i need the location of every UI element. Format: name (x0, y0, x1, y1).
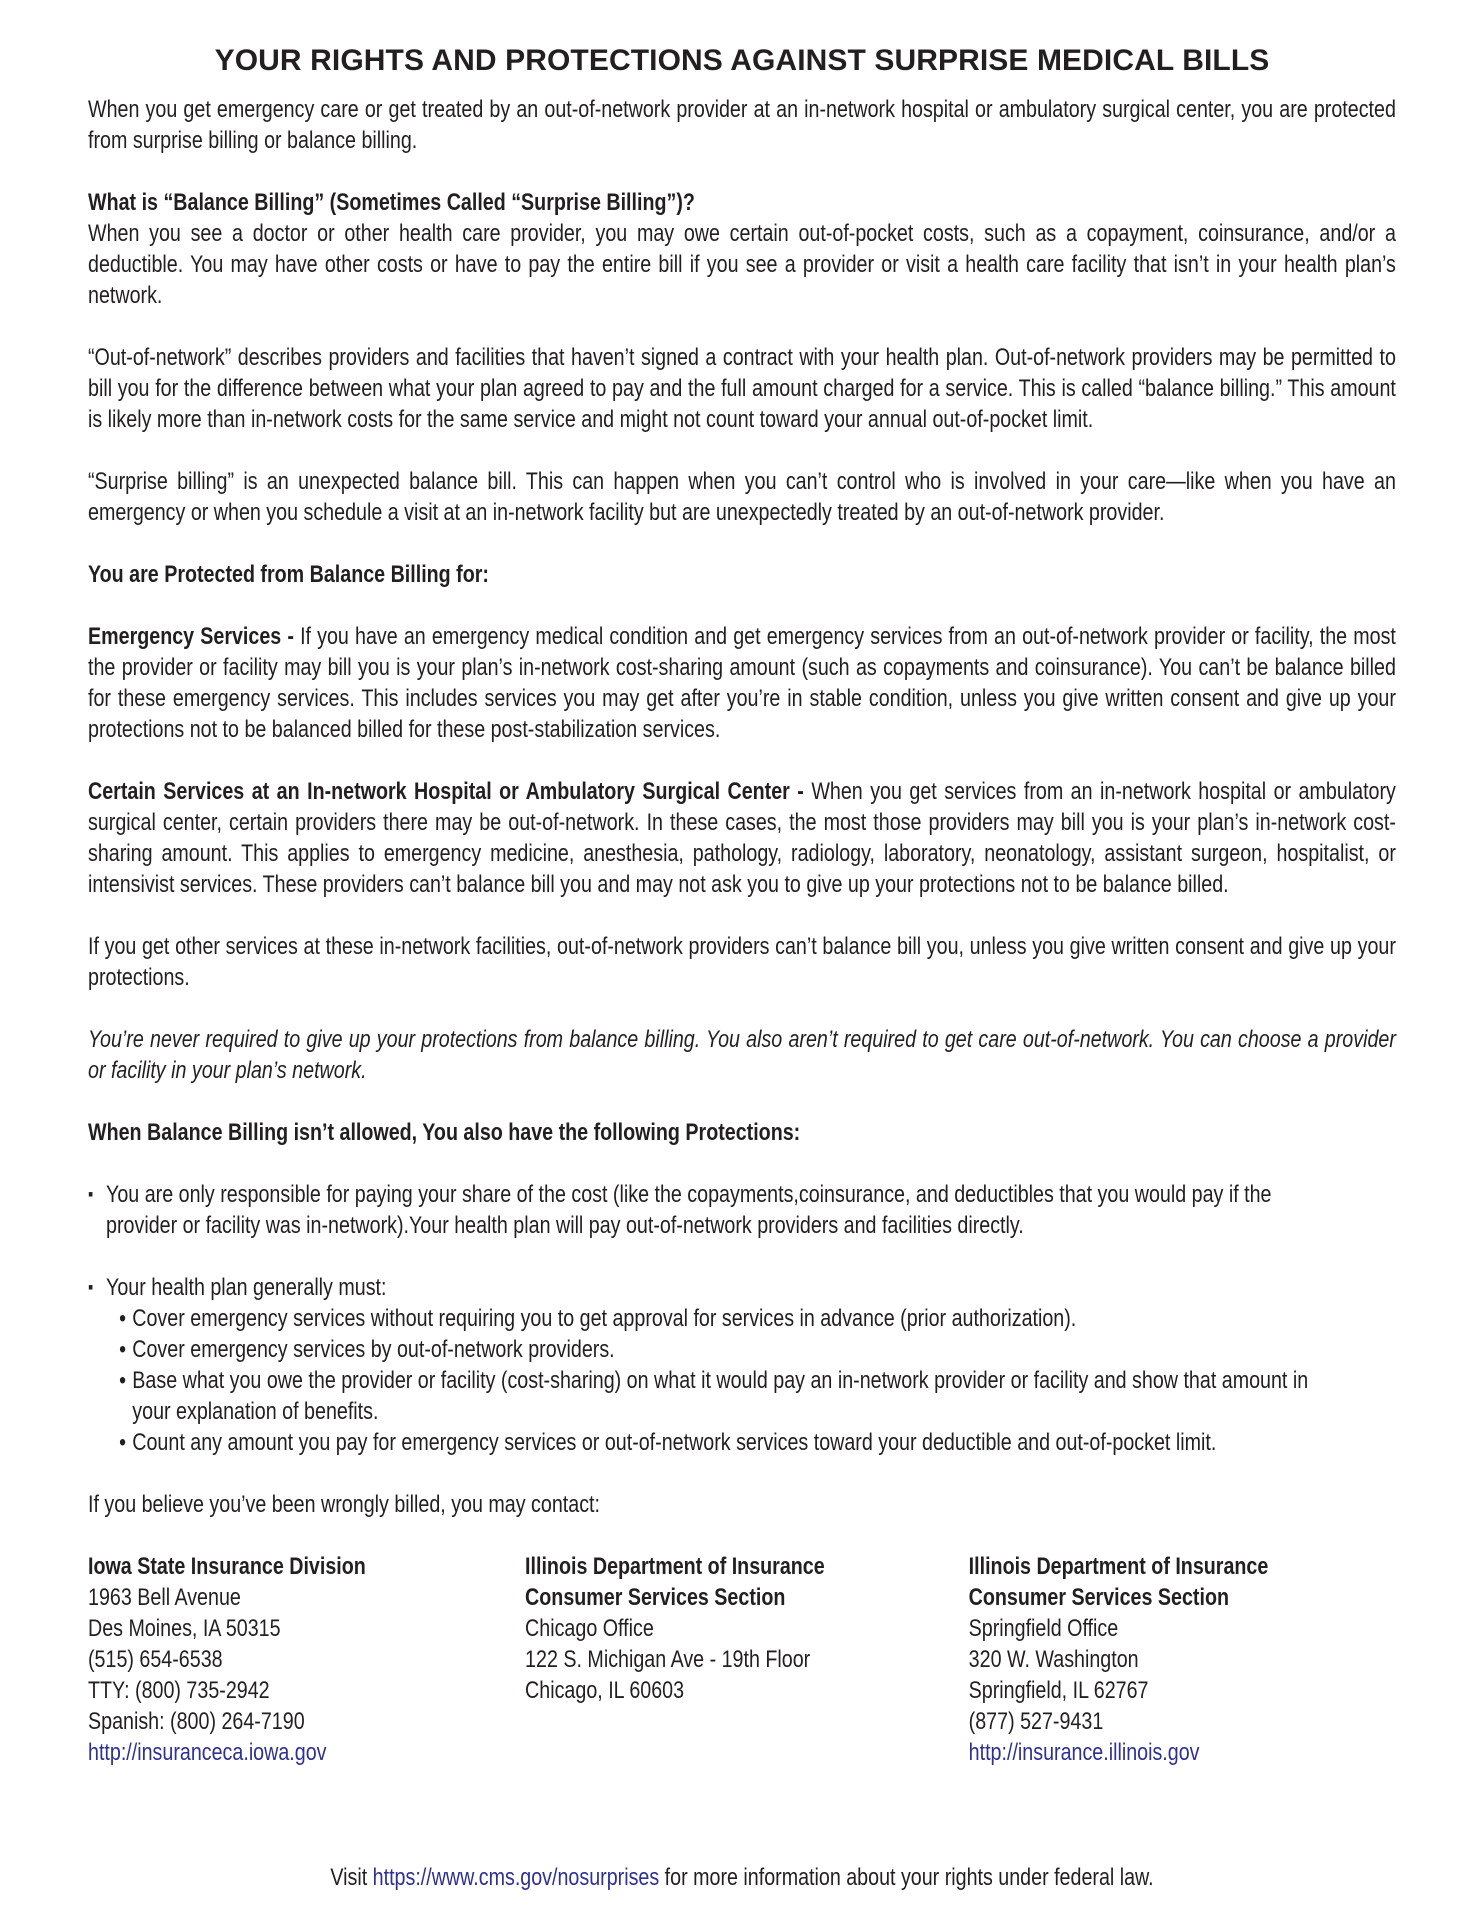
contact-line: 320 W. Washington (968, 1646, 1139, 1673)
cms-nosurprises-link[interactable]: https://www.cms.gov/nosurprises (372, 1864, 660, 1891)
footer-prefix: Visit (330, 1864, 373, 1891)
contact-line: Chicago, IL 60603 (525, 1677, 685, 1704)
other-services-paragraph: If you get other services at these in-network facilities, out-of-network providers can’t balance bill you, unless you give written consent and give up your protections. (88, 933, 1396, 991)
contact-name: Illinois Department of Insurance (968, 1553, 1269, 1580)
iowa-website-link[interactable]: http://insuranceca.iowa.gov (88, 1739, 327, 1766)
sub-list-item (88, 1365, 1396, 1427)
contacts-section (88, 1551, 1396, 1768)
footer-text (330, 1862, 1153, 1893)
illinois-website-link[interactable]: http://insurance.illinois.gov (968, 1739, 1200, 1766)
contact-name: Illinois Department of Insurance (525, 1553, 825, 1580)
contact-phone: (515) 654-6538 (88, 1646, 223, 1673)
contact-line: 1963 Bell Avenue (88, 1584, 241, 1611)
intro-paragraph: When you get emergency care or get treated by an out-of-network provider at an in-network hospital or ambulatory surgical center, you are protected from surprise billing or balance billing. (88, 96, 1396, 154)
certain-services-text: When you get services from an in-network hospital or ambulatory surgical center, certain providers there may be out-of-network. In these cases, the most those providers may bill you is your plan’s in-network cost-sharing amount. This applies to emergency medicine, anesthesia, pathology, radiology, laboratory, neonatology, assistant surgeon, hospitalist, or intensivist services. These providers can’t balance bill you and may not ask you to give up your protections not to be balance billed. (88, 778, 1396, 898)
footer (0, 1862, 1484, 1893)
contact-line: Springfield Office (968, 1615, 1119, 1642)
bullet-item (88, 1272, 1396, 1303)
certain-services-label: Certain Services at an In-network Hospital or Ambulatory Surgical Center - (88, 778, 812, 805)
contact-spanish: Spanish: (800) 264-7190 (88, 1708, 305, 1735)
emergency-services-text: If you have an emergency medical condition and get emergency services from an out-of-network provider or facility, the most the provider or facility may bill you is your plan’s in-network cost-sharing amount (such as copayments and coinsurance). You can’t be balance billed for these emergency services. This includes services you may get after you’re in stable condition, unless you give written consent and give up your protections not to be balanced billed for these post-stabilization services. (88, 623, 1396, 743)
bullet-item (88, 1179, 1396, 1241)
protected-heading: You are Protected from Balance Billing for: (88, 561, 489, 588)
contact-illinois-springfield (969, 1551, 1396, 1768)
never-required-paragraph: You’re never required to give up your protections from balance billing. You also aren’t required to get care out-of-network. You can choose a provider or facility in your plan’s network. (88, 1026, 1396, 1084)
dot-bullet-icon: • (119, 1429, 127, 1456)
certain-services-paragraph (88, 776, 1396, 900)
square-bullet-icon: ▪ (88, 1277, 94, 1297)
bullet-text: Your health plan generally must: (106, 1274, 387, 1301)
sub-list-item (88, 1334, 1396, 1365)
sub-item-text: Base what you owe the provider or facility (cost-sharing) on what it would pay an in-network provider or facility and show that amount in your explanation of benefits. (132, 1367, 1309, 1425)
document-body (88, 94, 1396, 1799)
balance-billing-paragraph-3: “Surprise billing” is an unexpected balance bill. This can happen when you can’t control who is involved in your care—like when you have an emergency or when you schedule a visit at an in-network facility but are unexpectedly treated by an out-of-network provider. (88, 468, 1396, 526)
emergency-services-label: Emergency Services - (88, 623, 301, 650)
contact-tty: TTY: (800) 735-2942 (88, 1677, 270, 1704)
contact-intro: If you believe you’ve been wrongly billed, you may contact: (88, 1491, 600, 1518)
dot-bullet-icon: • (119, 1367, 127, 1394)
bullet-text: You are only responsible for paying your share of the cost (like the copayments,coinsurance, and deductibles that you would pay if the provider or facility was in-network).Your health plan will pay out-of-network providers and facilities directly. (106, 1181, 1272, 1239)
contact-line: Des Moines, IA 50315 (88, 1615, 281, 1642)
balance-billing-paragraph-2: “Out-of-network” describes providers and facilities that haven’t signed a contract with your health plan. Out-of-network providers may be permitted to bill you for the difference between what your plan agreed to pay and the full amount charged for a service. This is called “balance billing.” This amount is likely more than in-network costs for the same service and might not count toward your annual out-of-pocket limit. (88, 344, 1396, 433)
page-title: YOUR RIGHTS AND PROTECTIONS AGAINST SURPRISE MEDICAL BILLS (214, 44, 1270, 77)
contact-line: 122 S. Michigan Ave - 19th Floor (525, 1646, 811, 1673)
sub-item-text: Cover emergency services by out-of-network providers. (132, 1336, 615, 1363)
sub-item-text: Cover emergency services without requiring you to get approval for services in advance (prior authorization). (132, 1305, 1077, 1332)
contact-phone: (877) 527-9431 (968, 1708, 1104, 1735)
contact-line: Springfield, IL 62767 (968, 1677, 1149, 1704)
dot-bullet-icon: • (119, 1336, 127, 1363)
contact-illinois-chicago (525, 1551, 969, 1768)
sub-item-text: Count any amount you pay for emergency services or out-of-network services toward your deductible and out-of-pocket limit. (132, 1429, 1217, 1456)
sub-list-item (88, 1427, 1396, 1458)
dot-bullet-icon: • (119, 1305, 127, 1332)
contact-section: Consumer Services Section (968, 1584, 1230, 1611)
sub-list-item (88, 1303, 1396, 1334)
emergency-services-paragraph (88, 621, 1396, 745)
balance-billing-paragraph-1: When you see a doctor or other health care provider, you may owe certain out-of-pocket costs, such as a copayment, coinsurance, and/or a deductible. You may have other costs or have to pay the entire bill if you see a provider or visit a health care facility that isn’t in your health plan’s network. (88, 220, 1396, 309)
additional-protections-heading: When Balance Billing isn’t allowed, You also have the following Protections: (88, 1119, 801, 1146)
balance-billing-heading: What is “Balance Billing” (Sometimes Called “Surprise Billing”)? (88, 189, 695, 216)
contact-line: Chicago Office (525, 1615, 654, 1642)
footer-suffix: for more information about your rights under federal law. (659, 1864, 1154, 1891)
square-bullet-icon: ▪ (88, 1184, 94, 1204)
contact-section: Consumer Services Section (525, 1584, 786, 1611)
contact-iowa (88, 1551, 525, 1768)
contact-name: Iowa State Insurance Division (88, 1553, 366, 1580)
